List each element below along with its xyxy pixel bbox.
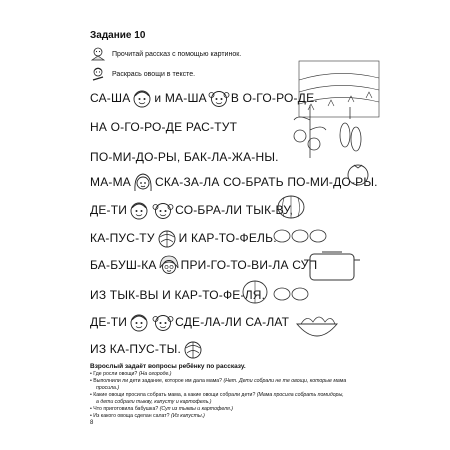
story-line-4: МА-МА СКА-ЗА-ЛА СО-БРАТЬ ПО-МИ-ДО-РЫ. xyxy=(90,170,378,194)
story-line-7: БА-БУШ-КА ПРИ-ГО-ТО-ВИ-ЛА СУП xyxy=(90,253,317,277)
task-title: Задание 10 xyxy=(90,30,146,41)
boy-face-icon xyxy=(128,199,150,221)
story-line-5: ДЕ-ТИ СО-БРА-ЛИ ТЫК-ВУ, xyxy=(90,198,293,222)
question-2: • Выполнили ли дети задание, которое им дала мама? (Нет. Дети собрали не те овощи, которые мама xyxy=(90,378,347,384)
girl-face-icon xyxy=(208,87,230,109)
instruction-read-text: Прочитай рассказ с помощью картинок. xyxy=(112,50,242,58)
instruction-color-text: Раскрась овощи в тексте. xyxy=(112,70,196,78)
question-3-cont: а дети собрали тыкву, капусту и картофель.) xyxy=(96,399,212,405)
questions-heading: Взрослый задаёт вопросы ребёнку по рассказу. xyxy=(90,363,246,370)
cabbage-icon xyxy=(182,338,204,360)
question-2-cont: просила.) xyxy=(96,385,120,391)
boy-face-icon xyxy=(131,87,153,109)
story-line-10: ИЗ КА-ПУС-ТЫ. xyxy=(90,337,205,361)
question-1: • Где росли овощи? (На огороде.) xyxy=(90,371,172,377)
instruction-color xyxy=(90,66,195,82)
coloring-child-icon xyxy=(90,67,106,81)
soup-pot-icon xyxy=(302,246,362,284)
story-line-2: НА О-ГО-РО-ДЕ РАС-ТУТ xyxy=(90,120,238,134)
story-line-1: СА-ША и МА-ША В О-ГО-РО-ДЕ. xyxy=(90,86,318,110)
story-line-6: КА-ПУС-ТУ И КАР-ТО-ФЕЛЬ. xyxy=(90,226,277,250)
pumpkin-icon xyxy=(275,190,307,220)
salad-bowl-icon xyxy=(295,306,339,346)
girl-face-icon xyxy=(152,199,174,221)
eggplant-icon xyxy=(335,105,365,155)
tomato-icon xyxy=(344,160,372,186)
potatoes-icon xyxy=(272,222,330,248)
page-number: 8 xyxy=(90,420,94,426)
question-3: • Какие овощи просила собрать мама, а какие овощи собрали дети? (Мама просила собрать помидоры, xyxy=(90,392,344,398)
pumpkin-and-potatoes-icon xyxy=(240,276,310,306)
mother-face-icon xyxy=(132,171,154,193)
boy-face-icon xyxy=(128,311,150,333)
cabbage-icon xyxy=(156,227,178,249)
instruction-read xyxy=(90,46,241,62)
girl-face-icon xyxy=(152,311,174,333)
story-line-9: ДЕ-ТИ СДЕ-ЛА-ЛИ СА-ЛАТ xyxy=(90,310,289,334)
question-5: • Из какого овоща сделан салат? (Из капусты.) xyxy=(90,413,205,419)
story-line-8: ИЗ ТЫК-ВЫ И КАР-ТО-ФЕ-ЛЯ. xyxy=(90,288,266,302)
reading-child-icon xyxy=(90,47,106,61)
question-4: • Что приготовила бабушка? (Суп из тыквы и картофеля.) xyxy=(90,406,233,412)
grandmother-face-icon xyxy=(158,254,180,276)
story-line-3: ПО-МИ-ДО-РЫ, БАК-ЛА-ЖА-НЫ. xyxy=(90,150,279,164)
tomato-plant-icon xyxy=(290,100,330,160)
